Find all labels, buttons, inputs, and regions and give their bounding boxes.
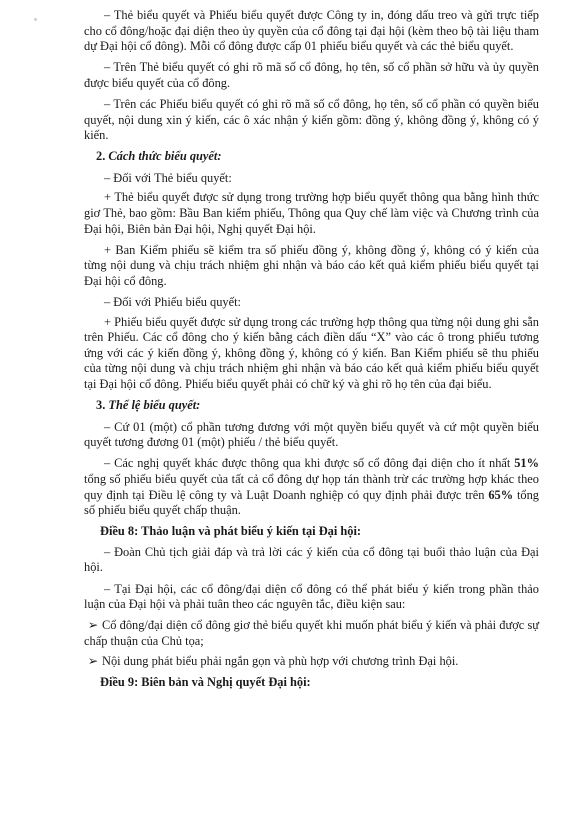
- paragraph-approval-threshold: [84, 456, 539, 518]
- article-8-heading: Điều 8: Thảo luận và phát biểu ý kiến tại Đại hội:: [100, 524, 362, 539]
- threshold-65: 65%: [488, 487, 514, 502]
- threshold-51: 51%: [514, 456, 539, 471]
- heading-text: Cách thức biểu quyết:: [108, 149, 222, 164]
- heading-number: 3.: [96, 398, 106, 413]
- list-item: [84, 654, 539, 670]
- paragraph-ballot-intro: – Đối với Phiếu biểu quyết:: [104, 295, 241, 309]
- heading-voting-rules: [84, 398, 539, 414]
- paragraph-voting-card-info: – Trên Thẻ biểu quyết có ghi rõ mã số cổ đông, họ tên, số cổ phần sở hữu và ủy quyền được biểu quyết của cổ đông.: [84, 60, 539, 90]
- text-run: tổng số phiếu biểu quyết của tất cả cổ đông dự họp tán thành trừ các trường hợp khác theo quy định tại Điều lệ công ty và Luật Doanh nghiệp có quy định phải được trên: [84, 471, 539, 502]
- paragraph-discussion-rules: – Tại Đại hội, các cổ đông/đại diện cổ đông có thể phát biểu ý kiến trong phần thảo luận của Đại hội và phải tuân theo các nguyên tắc, điều kiện sau:: [84, 581, 539, 612]
- heading-number: 2.: [96, 149, 106, 164]
- list-item: [84, 618, 539, 649]
- paragraph-share-vote-ratio: – Cứ 01 (một) cổ phần tương đương với một quyền biểu quyết và cứ một quyền biểu quyết tương đương 01 (một) phiếu / thẻ biểu quyết.: [84, 419, 539, 450]
- paragraph-presidium-answers: – Đoàn Chủ tịch giải đáp và trả lời các ý kiến của cổ đông tại buổi thảo luận của Đại hội.: [84, 544, 539, 575]
- list-item-text: Cổ đông/đại diện cổ đông giơ thẻ biểu quyết khi muốn phát biểu ý kiến và phải được sự chấp thuận của Chủ tọa;: [84, 618, 539, 648]
- arrow-bullet-icon: ➢: [87, 654, 99, 669]
- scan-dot: [34, 18, 37, 21]
- article-9-heading: Điều 9: Biên bản và Nghị quyết Đại hội:: [100, 674, 311, 689]
- paragraph-card-usage: + Thẻ biểu quyết được sử dụng trong trường hợp biểu quyết thông qua bằng hình thức giơ Thẻ, bao gồm: Bầu Ban kiểm phiếu, Thông qua Quy chế làm việc và Chương trình của Đại hội, Biên bản Đại hội, Nghị quyết Đại hội.: [84, 190, 539, 236]
- text-run: – Các nghị quyết khác được thông qua khi được số cổ đông đại diện cho ít nhất: [104, 456, 515, 471]
- paragraph-ballot-printing: – Thẻ biểu quyết và Phiếu biểu quyết được Công ty in, đóng dấu treo và gửi trực tiếp cho cổ đông/hoặc đại diện theo ủy quyền của cổ đông tại đại hội (kèm theo bộ tài liệu tham dự Đại hội cổ đông). Mỗi cổ đông được cấp 01 phiếu biểu quyết và các thẻ biểu quyết.: [84, 8, 539, 54]
- paragraph-card-counting: + Ban Kiểm phiếu sẽ kiểm tra số phiếu đồng ý, không đồng ý, không có ý kiến của từng nội dung và chịu trách nhiệm ghi nhận và báo cáo kết quả kiểm phiếu biểu quyết tại Đại hội cổ đông.: [84, 242, 539, 288]
- list-item-text: Nội dung phát biểu phải ngắn gọn và phù hợp với chương trình Đại hội.: [102, 654, 459, 669]
- paragraph-ballot-usage: + Phiếu biểu quyết được sử dụng trong các trường hợp thông qua từng nội dung ghi sẵn trên Phiếu. Các cổ đông cho ý kiến bằng cách điền dấu “X” vào các ô trong phiếu tương ứng với các ý kiến đồng ý, không đồng ý, không có ý kiến. Ban Kiểm phiếu sẽ thu phiếu của từng nội dung và chịu trách nhiệm ghi nhận và báo cáo kết quả kiểm phiếu biểu quyết tại Đại hội cổ đông. Phiếu biểu quyết phải có chữ ký và ghi rõ họ tên của đại biểu.: [84, 314, 539, 391]
- heading-voting-method: [84, 149, 539, 165]
- text-run: tổng số phiếu biểu quyết chấp thuận.: [84, 487, 539, 518]
- arrow-bullet-icon: ➢: [87, 618, 99, 633]
- paragraph-ballot-info: – Trên các Phiếu biểu quyết có ghi rõ mã số cổ đông, họ tên, số cổ phần có quyền biểu quyết, nội dung xin ý kiến, các ô xác nhận ý kiến gồm: đồng ý, không đồng ý, không có ý kiến.: [84, 96, 539, 143]
- paragraph-card-intro: – Đối với Thẻ biểu quyết:: [104, 170, 232, 185]
- heading-text: Thể lệ biểu quyết:: [108, 398, 201, 413]
